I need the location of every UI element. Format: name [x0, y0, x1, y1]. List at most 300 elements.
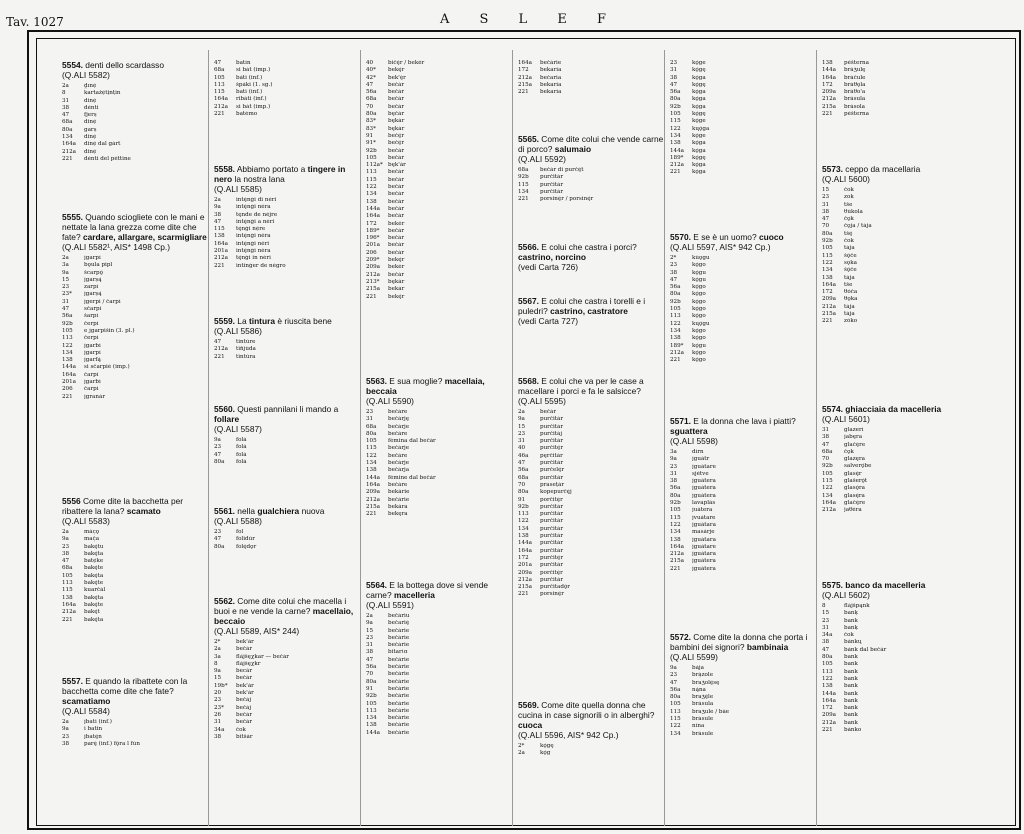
dialect-form: kǫ́ga — [692, 74, 706, 81]
response-row — [214, 705, 364, 712]
response-row — [822, 427, 972, 434]
locality-code: 122 — [62, 342, 73, 349]
locality-code: 221 — [214, 111, 225, 118]
response-row — [62, 372, 212, 379]
question-keyword: cuoco — [758, 232, 784, 242]
response-row — [214, 727, 364, 734]
question-block — [214, 60, 364, 118]
locality-code: 212a — [366, 271, 381, 278]
response-row — [62, 134, 212, 141]
response-row — [62, 127, 212, 134]
locality-code: 164a — [822, 74, 837, 81]
response-row — [214, 255, 364, 262]
locality-code: 9a — [670, 665, 677, 671]
dialect-form: bank — [844, 690, 858, 697]
locality-code: 212a — [518, 74, 533, 81]
locality-code: 56a — [670, 485, 681, 492]
locality-code: 144a — [518, 540, 533, 547]
locality-code: 105 — [670, 111, 681, 118]
locality-code: 164a — [822, 697, 837, 704]
dialect-form: intę́nǧi a néri — [236, 218, 275, 225]
locality-code: 38 — [670, 269, 678, 276]
locality-code: 38 — [214, 211, 222, 218]
locality-code: 164a — [214, 240, 229, 247]
response-row — [822, 449, 972, 456]
question-prompt-tail: la nostra lana — [234, 174, 285, 184]
locality-code: 144a — [822, 67, 837, 74]
locality-code: 138 — [822, 683, 833, 690]
dialect-form: bekér — [388, 264, 405, 271]
response-row — [62, 141, 212, 148]
locality-code: 70 — [822, 223, 830, 230]
question-text — [366, 580, 516, 610]
locality-code: 122 — [822, 675, 833, 682]
dialect-form: bękár — [388, 118, 405, 125]
response-row — [670, 270, 820, 277]
dialect-form: bek'ár — [236, 690, 254, 697]
dialect-form: bečárie — [388, 634, 410, 641]
locality-code: 113 — [518, 511, 529, 518]
question-reference: (Q.ALI 5591) — [366, 600, 414, 610]
response-row — [670, 140, 820, 147]
response-row — [670, 731, 820, 738]
response-row — [670, 350, 820, 357]
question-prompt: E colui che va per le case a macellare i porci e fa le salsicce? — [518, 376, 644, 396]
response-row — [822, 610, 972, 617]
locality-code: 23 — [822, 194, 830, 201]
question-text — [214, 164, 364, 194]
locality-code: 26 — [214, 711, 222, 718]
locality-code: 122 — [670, 723, 681, 730]
locality-code: 138 — [62, 594, 73, 601]
response-row — [366, 111, 516, 118]
response-row — [670, 343, 820, 350]
locality-code: 221 — [822, 111, 833, 118]
locality-code: 92b — [822, 238, 833, 245]
response-row — [670, 262, 820, 269]
response-row — [214, 60, 364, 67]
locality-code: 134 — [822, 492, 833, 499]
response-row — [822, 223, 972, 230]
response-row — [822, 691, 972, 698]
response-row — [366, 664, 516, 671]
response-row — [670, 335, 820, 342]
response-row — [670, 111, 820, 118]
response-row — [670, 118, 820, 125]
dialect-form: bękár — [388, 278, 405, 285]
dialect-form: ǰguátr — [692, 456, 710, 463]
response-row — [366, 126, 516, 133]
response-row — [518, 409, 668, 416]
locality-code: 68a — [366, 423, 377, 430]
response-row — [670, 328, 820, 335]
response-row — [518, 460, 668, 467]
dialect-form: kǫ́gu — [692, 342, 706, 349]
dialect-form: kǫ́ge — [692, 118, 706, 125]
dialect-form: bečár — [388, 81, 405, 88]
dialect-form: purčitár — [540, 562, 564, 569]
response-row — [822, 60, 972, 67]
dialect-form: kǫ́go — [692, 313, 706, 320]
response-row — [822, 485, 972, 492]
locality-code: 172 — [822, 81, 833, 88]
locality-code: 80a — [62, 126, 73, 133]
response-row — [670, 672, 820, 679]
dialect-form: bank — [844, 617, 858, 624]
response-row — [518, 750, 668, 757]
locality-code: 68a — [62, 119, 73, 126]
locality-code: 23 — [670, 672, 678, 679]
column — [62, 60, 212, 828]
response-row — [62, 83, 212, 90]
response-row — [822, 318, 972, 325]
dialect-form: mác̦ǫ — [84, 529, 100, 535]
dialect-form: batémo — [236, 111, 258, 118]
dialect-form: kǫ́ga — [692, 103, 706, 110]
dialect-form: kǫ́gę — [540, 743, 554, 749]
dialect-form: purčitár — [540, 576, 564, 583]
response-row — [366, 235, 516, 242]
locality-code: 201a — [518, 562, 533, 569]
locality-code: 221 — [518, 89, 529, 96]
dialect-form: braǯolę́sę — [692, 679, 720, 686]
locality-code: 212a — [822, 507, 837, 514]
locality-code: 56a — [366, 89, 377, 96]
question-reference: (Q.ALI 5595) — [518, 396, 566, 406]
dialect-form: glasę́r — [844, 470, 862, 477]
column — [822, 60, 972, 828]
response-row — [670, 306, 820, 313]
locality-code: 115 — [822, 478, 833, 485]
response-row — [670, 529, 820, 536]
dialect-form: bečárie — [388, 496, 410, 503]
dialect-form: tája — [844, 303, 855, 310]
response-row — [670, 507, 820, 514]
locality-code: 212a — [518, 576, 533, 583]
dialect-form: kǫ́go — [692, 357, 706, 364]
question-reference: (Q.ALI 5598) — [670, 436, 718, 446]
dialect-form: péšterna — [844, 111, 869, 118]
dialect-form: tę́nǧi in néri — [236, 255, 271, 262]
question-prompt: ceppo da macellaria — [845, 164, 921, 174]
response-row — [518, 89, 668, 96]
response-row — [822, 89, 972, 96]
response-row — [518, 445, 668, 452]
response-row — [366, 511, 516, 518]
dialect-form: purčitár — [540, 416, 564, 423]
response-row — [518, 60, 668, 67]
locality-code: 164a — [366, 213, 381, 220]
response-row — [366, 686, 516, 693]
dialect-form: kǫ́gę — [692, 111, 706, 118]
dialect-form: čerpí — [84, 335, 99, 342]
locality-code: 144a — [822, 690, 837, 697]
dialect-form: zóko — [844, 318, 858, 325]
dialect-form: ǰgarṣą́ — [84, 276, 102, 283]
response-row — [366, 730, 516, 737]
question-reference: (Q.ALI 5582¹, AIS* 1498 Cp.) — [62, 242, 171, 252]
dialect-form: bečárie — [388, 685, 410, 692]
question-block — [62, 676, 212, 748]
dialect-form: dinẹ́ — [84, 148, 97, 155]
response-row — [670, 155, 820, 162]
response-row — [518, 475, 668, 482]
response-row — [62, 284, 212, 291]
response-row — [518, 167, 668, 174]
dialect-form: sǫka — [844, 259, 857, 266]
dialect-form: bank — [844, 661, 858, 668]
dialect-form: kųǫ́ga — [692, 125, 710, 132]
dialect-form: purčitár — [540, 474, 564, 481]
question-keyword: sguattera — [670, 426, 708, 436]
dialect-form: bakę́ta — [84, 550, 104, 557]
dialect-form: bank — [844, 712, 858, 719]
dialect-form: kǫ́gę — [692, 81, 706, 88]
dialect-form: zok — [844, 194, 854, 201]
response-row — [670, 485, 820, 492]
response-row — [670, 82, 820, 89]
response-row — [670, 299, 820, 306]
locality-code: 38 — [62, 550, 70, 557]
locality-code: 201a — [214, 248, 229, 255]
locality-code: 134 — [62, 349, 73, 356]
response-row — [366, 482, 516, 489]
response-row — [670, 169, 820, 176]
locality-code: 134 — [518, 188, 529, 195]
dialect-form: bek'ę́r — [388, 74, 406, 81]
response-row — [366, 497, 516, 504]
response-row — [518, 453, 668, 460]
locality-code: 115 — [366, 176, 377, 183]
response-row — [670, 67, 820, 74]
response-row — [670, 104, 820, 111]
dialect-form: bǫula pipl — [84, 262, 113, 269]
column-separator — [360, 50, 361, 826]
response-row — [62, 98, 212, 105]
dialect-form: ǰgarbí — [84, 342, 101, 349]
locality-code: 68a — [518, 167, 529, 173]
question-prompt: E colui che castra i porci? — [541, 242, 637, 252]
locality-code: 34a — [214, 726, 225, 733]
response-row — [214, 536, 364, 543]
locality-code: 212a — [670, 551, 685, 558]
response-row — [822, 712, 972, 719]
locality-code: 2a — [214, 197, 221, 203]
locality-code: 47 — [214, 218, 222, 225]
dialect-form: ǰgarpí — [84, 255, 101, 261]
dialect-form: bank — [844, 683, 858, 690]
dialect-form: bečárie — [388, 715, 410, 722]
locality-code: 113 — [670, 708, 681, 715]
question-number: 5555. — [62, 212, 83, 222]
dialect-form: bękár — [388, 125, 405, 132]
response-row — [62, 573, 212, 580]
response-row — [214, 226, 364, 233]
locality-code: 172 — [518, 67, 529, 74]
dialect-form: bank — [844, 654, 858, 661]
locality-code: 2* — [670, 255, 677, 261]
dialect-form: bečár — [388, 103, 405, 110]
response-row — [822, 75, 972, 82]
locality-code: 134 — [62, 134, 73, 141]
locality-code: 221 — [366, 511, 377, 518]
response-row — [214, 111, 364, 118]
locality-code: 80a — [670, 291, 681, 298]
response-row — [518, 424, 668, 431]
dialect-form: kǫ́go — [692, 262, 706, 269]
question-prompt: Abbiamo portato a — [236, 164, 306, 174]
locality-code: 196* — [366, 235, 380, 242]
question-number: 5568. — [518, 376, 539, 386]
locality-code: 9a — [62, 726, 69, 733]
response-row — [214, 197, 364, 204]
response-row — [822, 275, 972, 282]
locality-code: 23 — [214, 697, 222, 704]
question-text — [518, 376, 668, 406]
dialect-form: bečárie — [388, 627, 410, 634]
response-row — [366, 82, 516, 89]
response-row — [518, 504, 668, 511]
response-row — [366, 424, 516, 431]
response-row — [214, 529, 364, 536]
locality-code: 212a — [670, 162, 685, 169]
response-row — [518, 743, 668, 750]
question-prompt: Come dite quella donna che cucina in case signorili o in alberghi? — [518, 700, 655, 720]
dialect-form: purčitár — [540, 174, 564, 181]
dialect-form: čarpí — [84, 386, 99, 393]
response-row — [366, 460, 516, 467]
dialect-form: purčitadǫ́r — [540, 584, 570, 591]
question-block — [366, 376, 516, 518]
dialect-form: bája — [692, 665, 704, 671]
dialect-form: kųǫ́gu — [692, 320, 710, 327]
locality-code: 92b — [366, 693, 377, 700]
dialect-form: kǫ́go — [692, 335, 706, 342]
question-prompt: Come dite colui che vende carne di porco? — [518, 134, 664, 154]
dialect-form: kǫ́go — [692, 349, 706, 356]
locality-code: 212a — [670, 349, 685, 356]
locality-code: 2a — [214, 646, 221, 653]
response-row — [366, 75, 516, 82]
dialect-form: flájšęχkar — bečár — [236, 653, 289, 660]
dialect-form: ǰguátara — [692, 536, 716, 543]
question-prompt: E colui che castra i torelli e i puledri? — [518, 296, 646, 316]
dialect-form: bečáre — [388, 409, 408, 415]
dialect-form: kǫ́go — [692, 284, 706, 291]
question-reference: (Q.ALI 5599) — [670, 652, 718, 662]
question-text — [214, 316, 364, 336]
response-row — [670, 126, 820, 133]
dialect-form: bečárie — [388, 656, 410, 663]
dialect-form: tęnde de néjre — [236, 211, 278, 218]
response-row — [822, 661, 972, 668]
dialect-form: šǫ́če — [844, 267, 857, 274]
dialect-form: čok — [844, 187, 854, 193]
locality-code: 144a — [670, 147, 685, 154]
question-block — [518, 60, 668, 96]
locality-code: 31 — [822, 201, 830, 208]
locality-code: 34a — [822, 632, 833, 639]
question-keyword: macelleria — [393, 590, 435, 600]
question-text — [822, 164, 972, 184]
dialect-form: kǫ́ga — [692, 89, 706, 96]
locality-code: 221 — [518, 196, 529, 203]
dialect-form: θúkola — [844, 208, 863, 215]
locality-code: 47 — [214, 451, 222, 458]
locality-code: 138 — [214, 233, 225, 240]
dialect-form: čok — [844, 632, 854, 639]
response-row — [366, 722, 516, 729]
response-row — [62, 291, 212, 298]
locality-code: 40 — [366, 60, 374, 66]
locality-code: 115 — [670, 118, 681, 125]
locality-code: 164a — [518, 60, 533, 66]
dialect-form: fémina dal bečár — [388, 438, 436, 445]
dialect-form: tše — [844, 201, 853, 208]
response-row — [62, 551, 212, 558]
locality-code: 115 — [518, 181, 529, 188]
response-row — [670, 148, 820, 155]
locality-code: 105 — [366, 154, 377, 161]
response-row — [518, 497, 668, 504]
response-row — [518, 555, 668, 562]
response-row — [822, 683, 972, 690]
dialect-form: sjétve — [692, 470, 709, 477]
locality-code: 56a — [670, 284, 681, 291]
dialect-form: bečár — [388, 147, 405, 154]
response-row — [214, 452, 364, 459]
response-row — [670, 515, 820, 522]
dialect-form: ǰgarṣą́ — [84, 291, 102, 298]
response-row — [366, 242, 516, 249]
response-row — [62, 602, 212, 609]
dialect-form: bečár — [388, 213, 405, 220]
question-number: 5570. — [670, 232, 691, 242]
response-row — [518, 526, 668, 533]
response-row — [62, 617, 212, 624]
dialect-form: becár — [236, 668, 253, 675]
locality-code: 47 — [670, 276, 678, 283]
dialect-form: ǰguátara — [692, 521, 716, 528]
response-row — [670, 558, 820, 565]
question-block — [518, 134, 668, 203]
response-row — [62, 335, 212, 342]
dialect-form: bečárję — [388, 416, 410, 423]
locality-code: 80a — [822, 654, 833, 661]
question-block — [518, 296, 668, 329]
dialect-form: bráčule — [844, 74, 866, 81]
dialect-form: brásula — [692, 701, 714, 708]
dialect-form: ǰguátara — [692, 551, 716, 558]
response-row — [366, 715, 516, 722]
response-row — [62, 580, 212, 587]
dialect-form: bitarία — [388, 649, 408, 656]
locality-code: 9a — [670, 456, 677, 463]
locality-code: 9a — [62, 536, 69, 543]
response-row — [366, 693, 516, 700]
locality-code: 31 — [670, 470, 678, 477]
locality-code: 105 — [822, 245, 833, 252]
locality-code: 31 — [518, 438, 526, 445]
locality-code: 56a — [670, 89, 681, 96]
response-row — [62, 149, 212, 156]
dialect-form: čǫja / tája — [844, 223, 872, 230]
locality-code: 83* — [366, 118, 376, 125]
locality-code: 172 — [518, 554, 529, 561]
question-block — [214, 164, 364, 270]
dialect-form: purčitę́r — [540, 445, 564, 452]
dialect-form: flájšęχkr — [236, 660, 261, 667]
